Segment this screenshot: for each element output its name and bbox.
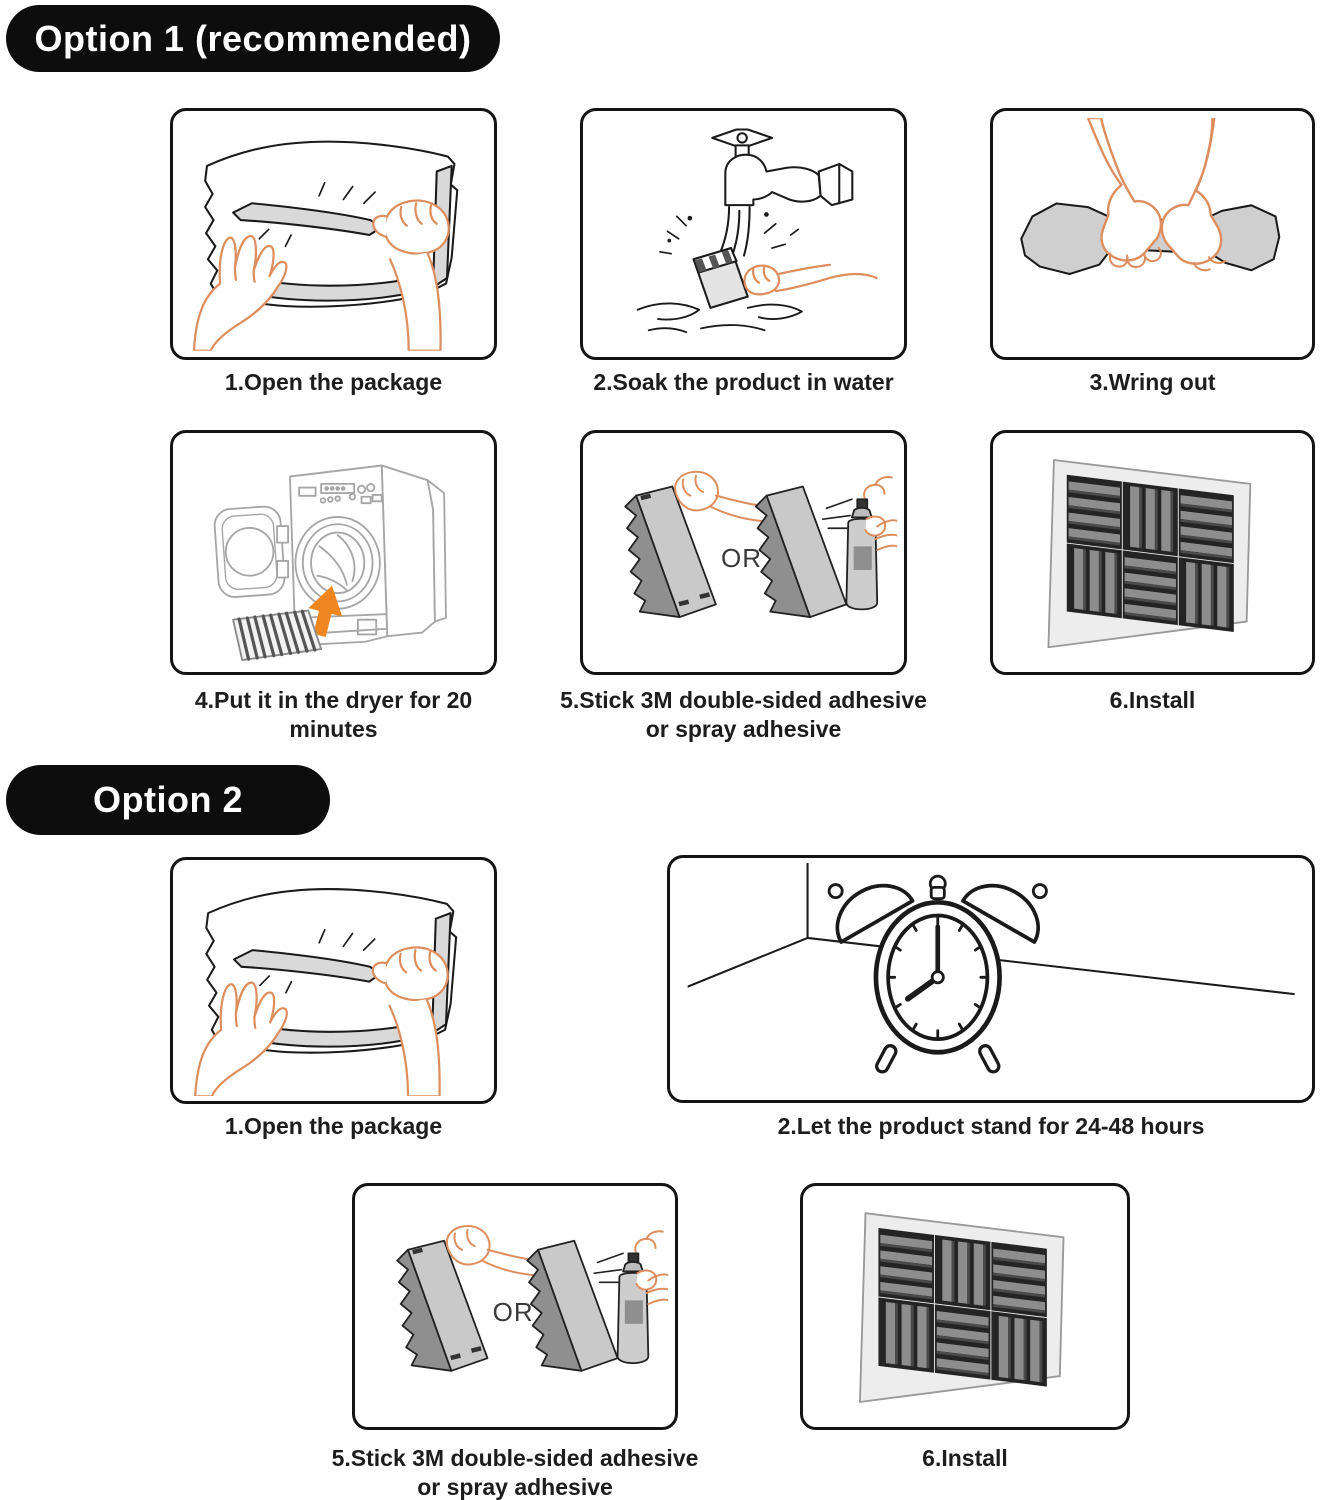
soak-water-illustration (589, 116, 897, 352)
step-card-o2-6 (800, 1183, 1130, 1430)
step-card-o1-3 (990, 108, 1315, 360)
step-card-o1-5 (580, 430, 907, 675)
step-card-o1-6 (990, 430, 1315, 675)
step-caption-o1-5: 5.Stick 3M double-sided adhesive or spray adhesive (560, 687, 927, 742)
step-card-o1-1 (170, 108, 497, 360)
install-panels-illustration (809, 1191, 1120, 1422)
open-package-illustration (179, 116, 487, 352)
option1-heading (6, 5, 500, 72)
option2-heading (6, 765, 330, 835)
step-caption-o2-6: 6.Install (922, 1445, 1008, 1471)
step-caption-o1-3: 3.Wring out (1089, 369, 1216, 395)
step-card-o1-4 (170, 430, 497, 675)
step-caption-o1-4: 4.Put it in the dryer for 20 minutes (194, 687, 473, 742)
or-label: OR (492, 1296, 534, 1327)
step-caption-o1-6: 6.Install (1109, 687, 1196, 713)
step-caption-o2-2: 2.Let the product stand for 24-48 hours (777, 1113, 1205, 1139)
or-label: OR (721, 542, 763, 573)
step-card-o2-5 (352, 1183, 678, 1430)
option1-heading-label: Option 1 (recommended) (34, 17, 472, 59)
option2-heading-label: Option 2 (93, 779, 243, 820)
step-card-o1-2 (580, 108, 907, 360)
open-package-illustration (179, 865, 487, 1096)
step-card-o2-1 (170, 857, 497, 1104)
step-caption-o1-1: 1.Open the package (224, 369, 443, 395)
step-caption-o2-1: 1.Open the package (224, 1113, 443, 1139)
alarm-clock-room-illustration (683, 863, 1299, 1095)
install-panels-illustration (999, 438, 1305, 667)
step-caption-o1-2: 2.Soak the product in water (593, 369, 894, 395)
wring-out-illustration (999, 116, 1305, 352)
step-card-o2-2 (667, 855, 1315, 1103)
dryer-illustration (179, 438, 487, 667)
step-caption-o2-5: 5.Stick 3M double-sided adhesive or spray adhesive (331, 1445, 699, 1500)
